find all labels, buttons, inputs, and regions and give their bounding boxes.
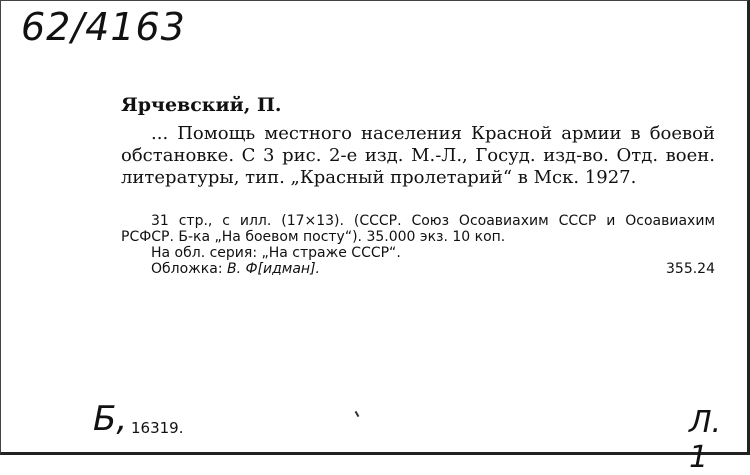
cover-artist: В. Ф[идман]. — [226, 261, 320, 277]
author-heading: Ярчевский, П. — [121, 94, 282, 116]
card-number: 16319. — [131, 419, 184, 437]
ink-speck — [355, 411, 360, 417]
handwritten-initial: Б, — [93, 399, 128, 439]
collation-note: 31 стр., с илл. (17×13). (СССР. Союз Осоавиахим СССР и Осоавиахим РСФСР. Б-ка „На боевом посту“). 35.000 экз. 10 коп. — [121, 213, 715, 245]
series-note: На обл. серия: „На страже СССР“. — [151, 245, 401, 261]
handwritten-sheet-mark: Л. 1 — [689, 405, 722, 475]
cover-row — [151, 261, 715, 277]
handwritten-call-number: 62/4163 — [21, 5, 186, 49]
classification-number: 355.24 — [666, 261, 715, 277]
cover-note — [151, 261, 320, 277]
physical-description — [121, 213, 715, 277]
cover-label: Обложка: — [151, 261, 223, 277]
title-statement: ... Помощь местного населения Красной армии в боевой обстановке. С 3 рис. 2-е изд. М.-Л., Госуд. изд-во. Отд. воен. литературы, тип. „Красный пролетарий“ в Мск. 1927. — [121, 123, 715, 188]
bibliographic-description — [121, 123, 715, 189]
